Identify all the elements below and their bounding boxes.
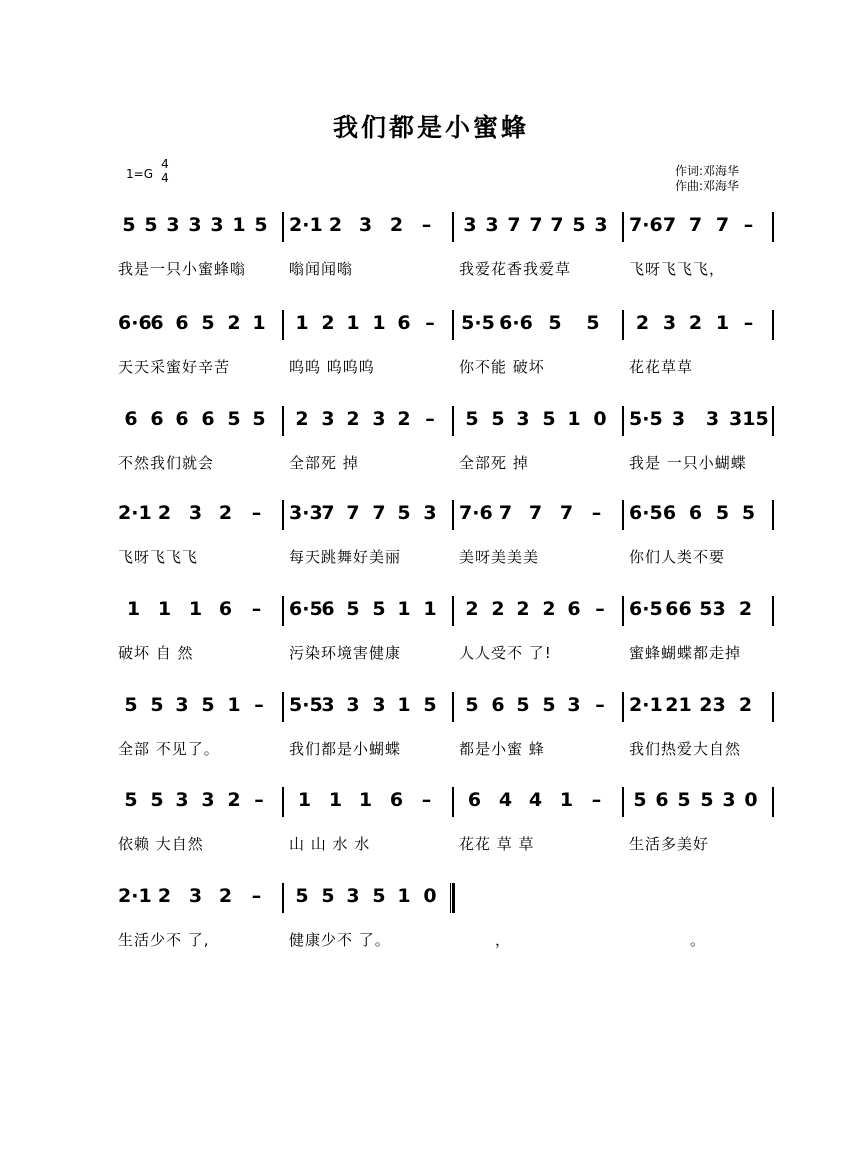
- measure: [118, 212, 282, 242]
- note: 66: [665, 598, 692, 620]
- score-system: [0, 310, 862, 380]
- note: 5: [254, 214, 268, 236]
- note: 5: [542, 694, 556, 716]
- note: 1: [252, 312, 266, 334]
- measure: [629, 310, 772, 340]
- measure: [289, 596, 452, 626]
- note: 6: [397, 312, 411, 334]
- note: 2: [346, 408, 360, 430]
- note: 1: [295, 312, 309, 334]
- note: 4: [498, 789, 513, 811]
- measure: [289, 787, 452, 817]
- lyric-segment: 我爱花香我爱草: [459, 260, 572, 278]
- lyric-segment: 破坏 自 然: [118, 644, 194, 662]
- note: 21: [665, 694, 692, 716]
- note: 6: [655, 789, 669, 811]
- note: 5: [677, 789, 691, 811]
- note: 6: [567, 598, 581, 620]
- note: 5·5: [461, 312, 495, 334]
- note: 5: [491, 408, 505, 430]
- note: 2: [321, 312, 335, 334]
- note: 5: [586, 312, 600, 334]
- measure: [118, 500, 282, 530]
- lyrics-row: [0, 833, 862, 855]
- lyric-segment: 蜜蜂蝴蝶都走掉: [629, 644, 742, 662]
- lyric-segment: 全部死 掉: [289, 454, 359, 472]
- lyric-segment: 人人受不 了!: [459, 644, 552, 662]
- note: 6: [688, 502, 703, 524]
- barline: [452, 500, 454, 530]
- notes-row: [0, 500, 862, 536]
- lyric-segment: 生活少不 了,: [118, 931, 210, 949]
- note: 5: [124, 694, 138, 716]
- note: 0: [744, 789, 758, 811]
- note: 2: [389, 214, 404, 236]
- note: 53: [699, 598, 726, 620]
- barline: [282, 596, 284, 626]
- note: 1: [126, 598, 141, 620]
- note: –: [254, 789, 264, 811]
- measure: [459, 787, 622, 817]
- note: 5: [572, 214, 586, 236]
- note: 5: [201, 694, 215, 716]
- barline: [282, 500, 284, 530]
- note: 1: [567, 408, 581, 430]
- note: 6·5: [629, 598, 663, 620]
- barline: [452, 406, 454, 436]
- note: 3: [175, 694, 189, 716]
- measure: [629, 596, 772, 626]
- lyrics-row: [0, 642, 862, 664]
- barline: [622, 500, 624, 530]
- note: 5: [542, 408, 556, 430]
- note: –: [743, 214, 754, 236]
- note: 3: [201, 789, 215, 811]
- note: –: [425, 408, 435, 430]
- note: 5: [144, 214, 158, 236]
- note: 6: [321, 598, 335, 620]
- note: 3: [321, 408, 335, 430]
- note: –: [251, 598, 262, 620]
- note: 7: [528, 502, 543, 524]
- note: 5: [295, 885, 309, 907]
- note: 6: [150, 312, 164, 334]
- note: 0: [593, 408, 607, 430]
- lyric-segment: 美呀美美美: [459, 548, 540, 566]
- note: –: [251, 502, 262, 524]
- note: 5: [122, 214, 136, 236]
- note: 1: [188, 598, 203, 620]
- note: 6: [201, 408, 215, 430]
- measure: [459, 692, 622, 722]
- lyric-segment: 你不能 破坏: [459, 358, 545, 376]
- note: 23: [699, 694, 726, 716]
- lyric-segment: 生活多美好: [629, 835, 710, 853]
- lyric-segment: 你们人类不要: [629, 548, 726, 566]
- note: 6: [218, 598, 233, 620]
- barline: [622, 212, 624, 242]
- lyrics-row: [0, 738, 862, 760]
- score-system: [0, 692, 862, 762]
- note: 6: [389, 789, 404, 811]
- lyrics-row: [0, 258, 862, 280]
- note: 5: [516, 694, 530, 716]
- note: 2: [218, 885, 233, 907]
- note: 2·1: [118, 885, 152, 907]
- note: 1: [397, 598, 411, 620]
- note: 1: [227, 694, 241, 716]
- barline: [282, 692, 284, 722]
- lyric-segment: 我们都是小蝴蝶: [289, 740, 402, 758]
- measure: [629, 212, 772, 242]
- note: 6: [175, 408, 189, 430]
- note: 6: [124, 408, 138, 430]
- notes-row: [0, 596, 862, 632]
- score-system: [0, 787, 862, 857]
- note: –: [743, 312, 754, 334]
- note: 2: [491, 598, 505, 620]
- note: 7: [372, 502, 386, 524]
- note: 6·6: [499, 312, 533, 334]
- note: 7: [550, 214, 564, 236]
- notes-row: [0, 212, 862, 248]
- measure: [289, 406, 452, 436]
- note: 3: [372, 408, 386, 430]
- note: 3: [705, 408, 720, 430]
- note: 3: [485, 214, 499, 236]
- lyric-segment: 。: [690, 931, 707, 949]
- lyric-segment: 我是一只小蜜蜂嗡: [118, 260, 247, 278]
- note: 5: [548, 312, 562, 334]
- score-system: [0, 500, 862, 570]
- note: 6·5: [289, 598, 323, 620]
- note: 5: [372, 598, 386, 620]
- notes-row: [0, 406, 862, 442]
- note: 2: [738, 598, 753, 620]
- lyric-segment: 山 山 水 水: [289, 835, 371, 853]
- lyric-segment: 每天跳舞好美丽: [289, 548, 402, 566]
- note: 3: [463, 214, 477, 236]
- note: –: [251, 885, 262, 907]
- score-system: [0, 212, 862, 282]
- barline: [452, 692, 454, 722]
- lyric-segment: 飞呀飞飞飞，: [629, 260, 726, 278]
- time-signature-top: 4: [161, 157, 169, 171]
- note: 2: [688, 312, 703, 334]
- score-system: [0, 883, 862, 953]
- lyric-segment: 飞呀飞飞飞: [118, 548, 199, 566]
- note: 7: [529, 214, 543, 236]
- note: 2·1: [289, 214, 323, 236]
- barline: [772, 406, 774, 436]
- note: 2: [397, 408, 411, 430]
- note: 5: [346, 598, 360, 620]
- note: 2: [157, 502, 172, 524]
- barline: [282, 212, 284, 242]
- notes-row: [0, 787, 862, 823]
- composer-credit: 作曲:邓海华: [675, 179, 740, 193]
- note: 2: [295, 408, 309, 430]
- measure: [118, 310, 282, 340]
- note: 3: [671, 408, 686, 430]
- measure: [459, 500, 622, 530]
- note: 2: [516, 598, 530, 620]
- note: –: [591, 789, 602, 811]
- barline: [282, 406, 284, 436]
- note: 6: [491, 694, 505, 716]
- note: 3: [321, 694, 335, 716]
- measure: [459, 596, 622, 626]
- note: 1: [559, 789, 574, 811]
- note: 5: [397, 502, 411, 524]
- note: 5: [124, 789, 138, 811]
- note: 6: [467, 789, 482, 811]
- note: 1: [715, 312, 730, 334]
- measure: [629, 500, 772, 530]
- measure: [629, 406, 772, 436]
- note: 2: [227, 789, 241, 811]
- note: 6: [175, 312, 189, 334]
- lyric-segment: 嗡闻闻嗡: [289, 260, 354, 278]
- notes-row: [0, 883, 862, 919]
- note: 1: [157, 598, 172, 620]
- note: 1: [346, 312, 360, 334]
- note: 1: [372, 312, 386, 334]
- note: 3: [188, 502, 203, 524]
- barline: [282, 883, 284, 913]
- note: 7: [662, 214, 677, 236]
- lyric-segment: 依赖 大自然: [118, 835, 204, 853]
- note: 3: [175, 789, 189, 811]
- note: 5: [321, 885, 335, 907]
- lyric-segment: 全部 不见了。: [118, 740, 220, 758]
- note: 5: [201, 312, 215, 334]
- time-signature: [159, 157, 171, 185]
- time-signature-bottom: 4: [161, 171, 169, 185]
- note: 2: [542, 598, 556, 620]
- lyric-segment: 健康少不 了。: [289, 931, 391, 949]
- barline: [772, 596, 774, 626]
- note: 5: [741, 502, 756, 524]
- score-system: [0, 596, 862, 666]
- barline: [772, 500, 774, 530]
- note: 6: [150, 408, 164, 430]
- barline: [452, 596, 454, 626]
- lyric-segment: 都是小蜜 蜂: [459, 740, 545, 758]
- note: 2: [227, 312, 241, 334]
- measure: [289, 883, 452, 913]
- note: 1: [328, 789, 343, 811]
- note: 5: [715, 502, 730, 524]
- note: 6·5: [629, 502, 663, 524]
- lyric-segment: 天天采蜜好辛苦: [118, 358, 231, 376]
- lyric-segment: 花花草草: [629, 358, 694, 376]
- barline: [622, 787, 624, 817]
- note: –: [421, 789, 432, 811]
- note: 4: [528, 789, 543, 811]
- lyrics-row: [0, 452, 862, 474]
- note: 1: [423, 598, 437, 620]
- lyric-segment: 不然我们就会: [118, 454, 215, 472]
- lyricist-credit: 作词:邓海华: [675, 164, 740, 178]
- barline: [772, 310, 774, 340]
- note: 7: [498, 502, 513, 524]
- measure: [289, 500, 452, 530]
- key-signature: 1=G: [126, 167, 153, 181]
- note: 1: [358, 789, 373, 811]
- measure: [118, 596, 282, 626]
- notes-row: [0, 692, 862, 728]
- barline: [772, 212, 774, 242]
- score-system: [0, 406, 862, 476]
- lyric-segment: 花花 草 草: [459, 835, 535, 853]
- note: 3: [372, 694, 386, 716]
- measure: [459, 212, 622, 242]
- barline: [622, 406, 624, 436]
- note: 5: [465, 408, 479, 430]
- note: 7: [688, 214, 703, 236]
- note: 0: [423, 885, 437, 907]
- note: –: [595, 694, 605, 716]
- note: 5: [465, 694, 479, 716]
- barline: [452, 310, 454, 340]
- measure: [118, 787, 282, 817]
- note: 3: [516, 408, 530, 430]
- note: 2: [218, 502, 233, 524]
- lyrics-row: [0, 356, 862, 378]
- note: 3: [188, 885, 203, 907]
- note: 3: [594, 214, 608, 236]
- note: 7: [715, 214, 730, 236]
- note: 5: [372, 885, 386, 907]
- note: 3: [567, 694, 581, 716]
- lyrics-row: [0, 929, 862, 951]
- note: 6: [662, 502, 677, 524]
- barline: [622, 692, 624, 722]
- note: 3: [188, 214, 202, 236]
- note: 5·5: [289, 694, 323, 716]
- note: –: [595, 598, 605, 620]
- note: 5: [252, 408, 266, 430]
- measure: [459, 310, 622, 340]
- barline: [452, 787, 454, 817]
- note: 7: [507, 214, 521, 236]
- lyrics-row: [0, 546, 862, 568]
- barline: [622, 596, 624, 626]
- measure: [629, 787, 772, 817]
- barline: [622, 310, 624, 340]
- note: –: [421, 214, 432, 236]
- measure: [629, 692, 772, 722]
- song-title: 我们都是小蜜蜂: [332, 113, 529, 142]
- note: 5: [423, 694, 437, 716]
- note: 2: [738, 694, 753, 716]
- note: 6·6: [118, 312, 152, 334]
- note: 1: [297, 789, 312, 811]
- note: 3: [210, 214, 224, 236]
- measure: [118, 883, 282, 913]
- lyric-segment: ，: [495, 931, 512, 949]
- note: 2: [328, 214, 343, 236]
- note: 2: [157, 885, 172, 907]
- note: 7: [321, 502, 335, 524]
- final-barline: [450, 883, 455, 913]
- measure: [118, 406, 282, 436]
- lyric-segment: 我们热爱大自然: [629, 740, 742, 758]
- lyric-segment: 污染环境害健康: [289, 644, 402, 662]
- lyric-segment: 全部死 掉: [459, 454, 529, 472]
- lyric-segment: 我是 一只小蝴蝶: [629, 454, 747, 472]
- note: 3: [166, 214, 180, 236]
- note: 3: [423, 502, 437, 524]
- measure: [289, 310, 452, 340]
- note: 5: [150, 694, 164, 716]
- notes-row: [0, 310, 862, 346]
- note: 315: [729, 408, 769, 430]
- note: 5: [700, 789, 714, 811]
- barline: [452, 212, 454, 242]
- note: 3: [346, 694, 360, 716]
- note: 3: [722, 789, 736, 811]
- measure: [118, 692, 282, 722]
- note: 7: [559, 502, 574, 524]
- measure: [459, 406, 622, 436]
- note: 7·6: [459, 502, 493, 524]
- note: 3·3: [289, 502, 323, 524]
- barline: [282, 310, 284, 340]
- note: 7: [346, 502, 360, 524]
- barline: [772, 787, 774, 817]
- note: 2: [465, 598, 479, 620]
- note: 3: [662, 312, 677, 334]
- note: 5: [227, 408, 241, 430]
- note: 5: [150, 789, 164, 811]
- note: 2·1: [629, 694, 663, 716]
- note: –: [425, 312, 435, 334]
- note: –: [254, 694, 264, 716]
- barline: [282, 787, 284, 817]
- note: 5: [633, 789, 647, 811]
- note: 1: [397, 694, 411, 716]
- barline: [772, 692, 774, 722]
- measure: [289, 212, 452, 242]
- lyric-segment: 呜呜 呜呜呜: [289, 358, 375, 376]
- note: 2·1: [118, 502, 152, 524]
- note: 3: [358, 214, 373, 236]
- note: 2: [635, 312, 650, 334]
- credits: [675, 164, 739, 194]
- note: 7·6: [629, 214, 663, 236]
- note: 1: [232, 214, 246, 236]
- note: 3: [346, 885, 360, 907]
- measure: [289, 692, 452, 722]
- note: 1: [397, 885, 411, 907]
- note: 5·5: [629, 408, 663, 430]
- note: –: [591, 502, 602, 524]
